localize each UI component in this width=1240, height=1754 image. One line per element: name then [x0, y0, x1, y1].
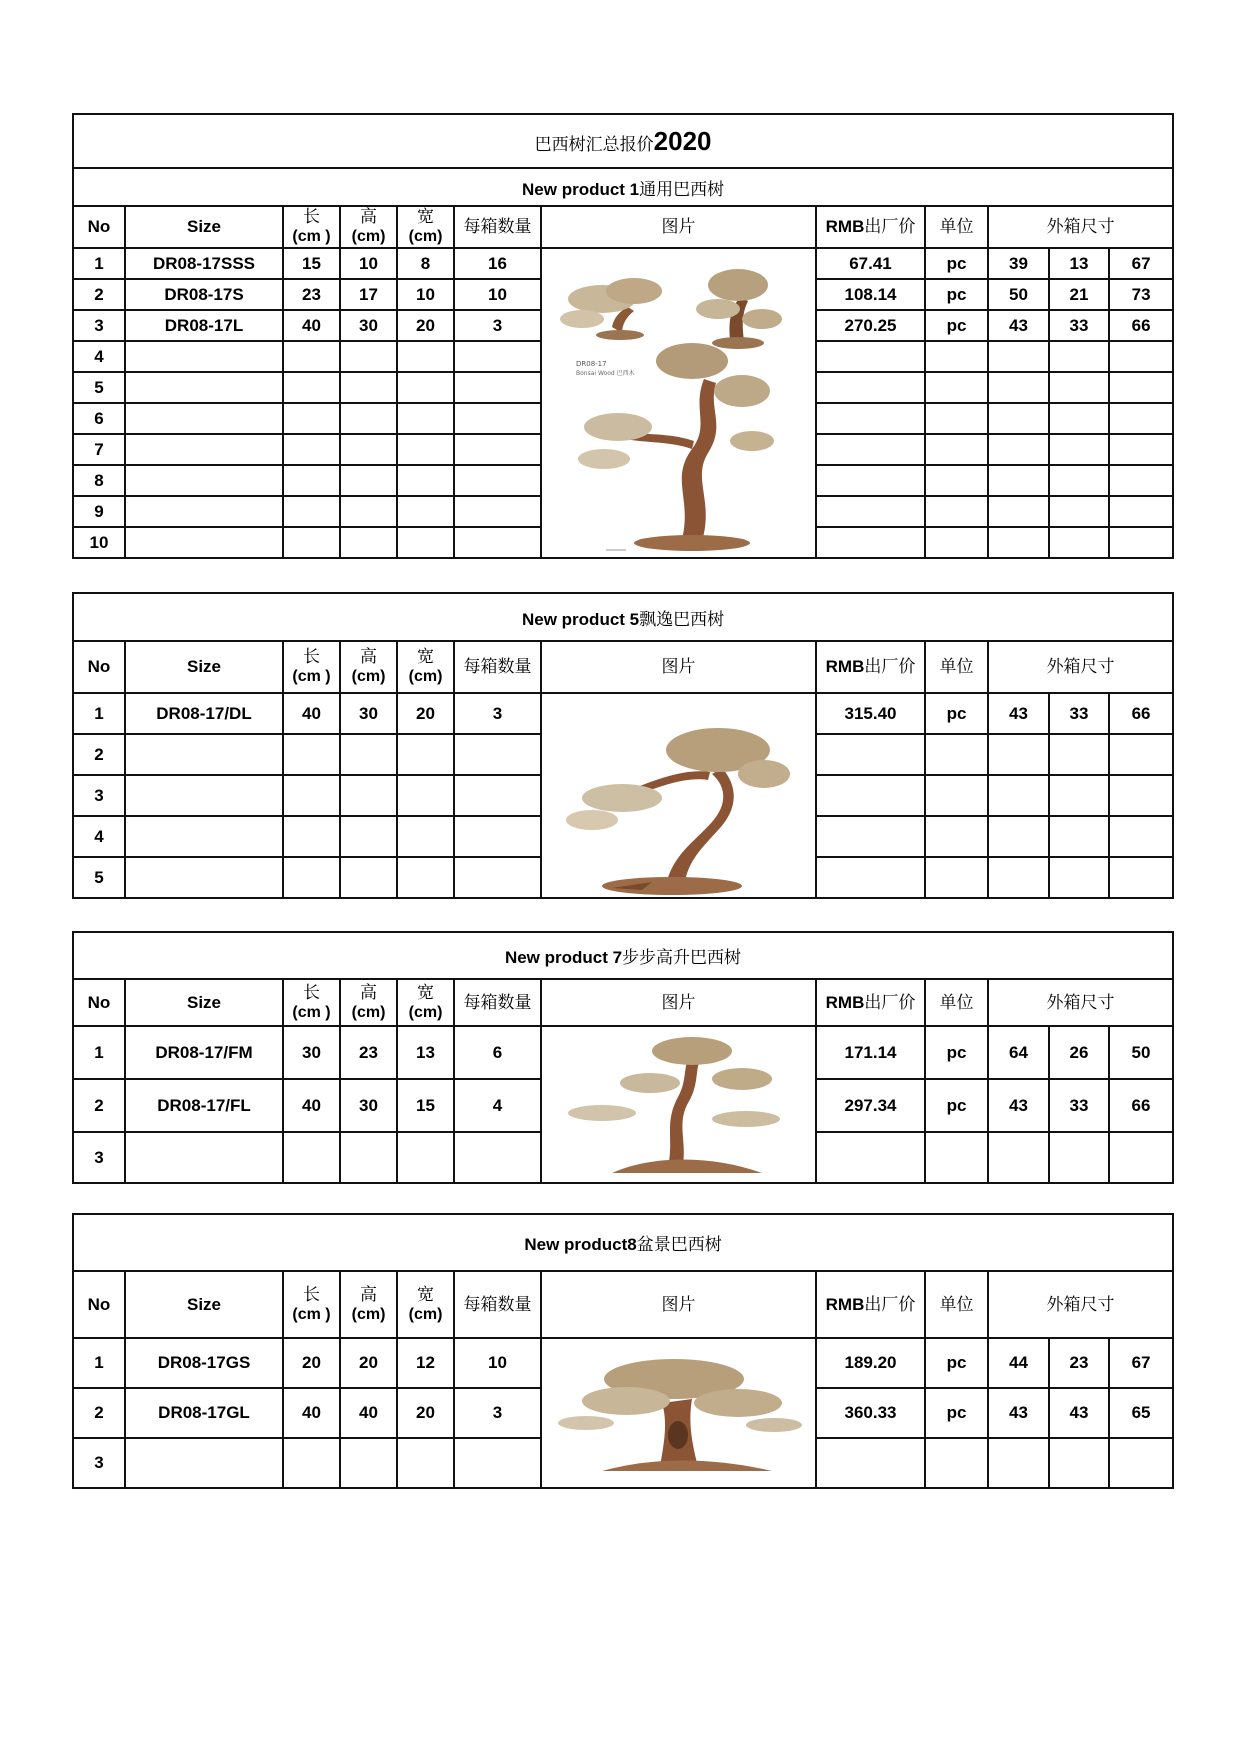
cell-price: 189.20	[816, 1338, 925, 1388]
cell-carton-h: 21	[1049, 279, 1109, 310]
cell-carton-l: 43	[988, 693, 1049, 734]
section-title-cn: 步步高升巴西树	[622, 948, 742, 968]
cell-size: DR08-17L	[125, 310, 283, 341]
header-picture: 图片	[541, 979, 816, 1026]
cell-carton-w: 66	[1109, 310, 1173, 341]
section-title-cn: 飘逸巴西树	[639, 609, 725, 630]
cell-carton-w: 65	[1109, 1388, 1173, 1438]
section-title	[73, 1214, 1173, 1271]
header-qty: 每箱数量	[454, 1271, 541, 1338]
header-picture: 图片	[541, 641, 816, 693]
cell-no: 2	[73, 734, 125, 775]
section-title	[73, 593, 1173, 641]
cell-height: 23	[340, 1026, 397, 1079]
header-carton: 外箱尺寸	[988, 1271, 1173, 1338]
section-title-en: New product 7	[504, 948, 623, 967]
product-image-cell	[541, 693, 816, 898]
header-size: Size	[125, 979, 283, 1026]
cell-height: 30	[340, 1079, 397, 1132]
cell-qty: 16	[454, 248, 541, 279]
cell-width: 8	[397, 248, 454, 279]
cell-no: 1	[73, 1026, 125, 1079]
table-row	[73, 693, 1173, 734]
cell-qty: 3	[454, 1388, 541, 1438]
header-height: 高 (cm)	[340, 1271, 397, 1338]
document-title	[73, 114, 1173, 168]
header-unit: 单位	[925, 206, 988, 248]
rising-bonsai-photo	[542, 1027, 816, 1183]
cell-carton-w: 50	[1109, 1026, 1173, 1079]
cell-size: DR08-17GL	[125, 1388, 283, 1438]
cell-carton-h: 26	[1049, 1026, 1109, 1079]
cell-no: 5	[73, 857, 125, 898]
cell-size: DR08-17/FM	[125, 1026, 283, 1079]
header-row	[73, 206, 1173, 248]
cell-qty: 3	[454, 693, 541, 734]
cell-length: 15	[283, 248, 340, 279]
cell-width: 15	[397, 1079, 454, 1132]
section-title-en: New product 5	[522, 609, 640, 629]
price-table-product-8	[72, 1213, 1174, 1489]
potted-bonsai-photo	[542, 1339, 816, 1488]
header-price: RMB出厂价	[816, 979, 925, 1026]
windswept-bonsai-photo	[542, 694, 816, 898]
bonsai-wood-photo	[542, 249, 816, 558]
cell-price: 270.25	[816, 310, 925, 341]
cell-unit: pc	[925, 1338, 988, 1388]
header-height: 高 (cm)	[340, 641, 397, 693]
cell-carton-w: 73	[1109, 279, 1173, 310]
cell-carton-h: 13	[1049, 248, 1109, 279]
cell-price: 171.14	[816, 1026, 925, 1079]
cell-no: 3	[73, 775, 125, 816]
cell-carton-h: 43	[1049, 1388, 1109, 1438]
header-size: Size	[125, 641, 283, 693]
cell-height: 40	[340, 1388, 397, 1438]
cell-qty: 4	[454, 1079, 541, 1132]
cell-width: 20	[397, 310, 454, 341]
header-price: RMB出厂价	[816, 641, 925, 693]
cell-carton-l: 64	[988, 1026, 1049, 1079]
product-image-cell	[541, 1026, 816, 1183]
cell-price: 297.34	[816, 1079, 925, 1132]
cell-unit: pc	[925, 1026, 988, 1079]
section-title-en: New product 1	[522, 179, 640, 199]
cell-size: DR08-17/DL	[125, 693, 283, 734]
price-table-product-5	[72, 592, 1174, 899]
cell-height: 17	[340, 279, 397, 310]
cell-width: 20	[397, 1388, 454, 1438]
cell-no: 2	[73, 1388, 125, 1438]
cell-qty: 3	[454, 310, 541, 341]
cell-length: 23	[283, 279, 340, 310]
header-qty: 每箱数量	[454, 206, 541, 248]
cell-length: 40	[283, 693, 340, 734]
cell-height: 10	[340, 248, 397, 279]
cell-carton-w: 67	[1109, 248, 1173, 279]
cell-no: 6	[73, 403, 125, 434]
header-width: 宽 (cm)	[397, 1271, 454, 1338]
header-price: RMB出厂价	[816, 1271, 925, 1338]
header-qty: 每箱数量	[454, 979, 541, 1026]
cell-carton-h: 23	[1049, 1338, 1109, 1388]
image-sublabel: Bonsai Wood 巴西木	[576, 370, 635, 377]
cell-carton-h: 33	[1049, 310, 1109, 341]
cell-width: 10	[397, 279, 454, 310]
cell-price: 67.41	[816, 248, 925, 279]
cell-qty: 6	[454, 1026, 541, 1079]
cell-no: 1	[73, 693, 125, 734]
header-height: 高 (cm)	[340, 206, 397, 248]
header-no: No	[73, 979, 125, 1026]
cell-carton-l: 50	[988, 279, 1049, 310]
section-title-en: New product8	[524, 1235, 637, 1254]
cell-unit: pc	[925, 1388, 988, 1438]
cell-height: 30	[340, 693, 397, 734]
header-length: 长 (cm )	[283, 1271, 340, 1338]
cell-length: 40	[283, 1079, 340, 1132]
cell-size: DR08-17GS	[125, 1338, 283, 1388]
cell-no: 10	[73, 527, 125, 558]
cell-no: 1	[73, 1338, 125, 1388]
header-no: No	[73, 1271, 125, 1338]
header-length: 长 (cm )	[283, 641, 340, 693]
cell-no: 7	[73, 434, 125, 465]
cell-carton-w: 67	[1109, 1338, 1173, 1388]
cell-length: 30	[283, 1026, 340, 1079]
cell-width: 12	[397, 1338, 454, 1388]
cell-no: 1	[73, 248, 125, 279]
cell-carton-h: 33	[1049, 1079, 1109, 1132]
table-row	[73, 1026, 1173, 1079]
section-title	[73, 932, 1173, 979]
header-price: RMB出厂价	[816, 206, 925, 248]
header-unit: 单位	[925, 979, 988, 1026]
cell-carton-l: 43	[988, 310, 1049, 341]
cell-carton-w: 66	[1109, 1079, 1173, 1132]
price-table-product-7	[72, 931, 1174, 1184]
section-title	[73, 168, 1173, 206]
cell-size: DR08-17SSS	[125, 248, 283, 279]
cell-carton-l: 39	[988, 248, 1049, 279]
cell-carton-h: 33	[1049, 693, 1109, 734]
cell-unit: pc	[925, 310, 988, 341]
header-size: Size	[125, 206, 283, 248]
header-carton: 外箱尺寸	[988, 979, 1173, 1026]
cell-no: 4	[73, 816, 125, 857]
cell-size: DR08-17/FL	[125, 1079, 283, 1132]
cell-carton-l: 44	[988, 1338, 1049, 1388]
header-carton: 外箱尺寸	[988, 641, 1173, 693]
cell-price: 108.14	[816, 279, 925, 310]
cell-qty: 10	[454, 279, 541, 310]
header-picture: 图片	[541, 1271, 816, 1338]
header-width: 宽 (cm)	[397, 641, 454, 693]
cell-carton-w: 66	[1109, 693, 1173, 734]
cell-no: 8	[73, 465, 125, 496]
header-carton: 外箱尺寸	[988, 206, 1173, 248]
header-no: No	[73, 641, 125, 693]
cell-unit: pc	[925, 1079, 988, 1132]
product-image-cell	[541, 1338, 816, 1488]
cell-no: 3	[73, 1132, 125, 1183]
cell-length: 40	[283, 1388, 340, 1438]
cell-no: 2	[73, 279, 125, 310]
cell-width: 13	[397, 1026, 454, 1079]
document-title-year: 2020	[653, 125, 712, 156]
header-row	[73, 979, 1173, 1026]
header-qty: 每箱数量	[454, 641, 541, 693]
cell-unit: pc	[925, 693, 988, 734]
cell-no: 3	[73, 310, 125, 341]
document-title-cn: 巴西树汇总报价	[534, 134, 654, 155]
cell-no: 3	[73, 1438, 125, 1488]
image-label: DR08-17	[576, 360, 607, 368]
cell-length: 40	[283, 310, 340, 341]
header-length: 长 (cm )	[283, 979, 340, 1026]
cell-no: 5	[73, 372, 125, 403]
cell-height: 30	[340, 310, 397, 341]
cell-height: 20	[340, 1338, 397, 1388]
header-unit: 单位	[925, 641, 988, 693]
cell-no: 4	[73, 341, 125, 372]
table-row	[73, 1338, 1173, 1388]
header-no: No	[73, 206, 125, 248]
cell-width: 20	[397, 693, 454, 734]
cell-length: 20	[283, 1338, 340, 1388]
header-row	[73, 1271, 1173, 1338]
cell-price: 315.40	[816, 693, 925, 734]
cell-unit: pc	[925, 279, 988, 310]
header-size: Size	[125, 1271, 283, 1338]
price-table-product-1	[72, 113, 1174, 559]
cell-no: 9	[73, 496, 125, 527]
cell-size: DR08-17S	[125, 279, 283, 310]
cell-qty: 10	[454, 1338, 541, 1388]
cell-carton-l: 43	[988, 1388, 1049, 1438]
header-picture: 图片	[541, 206, 816, 248]
table-row	[73, 248, 1173, 279]
section-title-cn: 盆景巴西树	[636, 1235, 722, 1255]
header-length: 长 (cm )	[283, 206, 340, 248]
product-image-cell	[541, 248, 816, 558]
header-unit: 单位	[925, 1271, 988, 1338]
header-row	[73, 641, 1173, 693]
cell-unit: pc	[925, 248, 988, 279]
header-width: 宽 (cm)	[397, 979, 454, 1026]
header-height: 高 (cm)	[340, 979, 397, 1026]
cell-no: 2	[73, 1079, 125, 1132]
cell-price: 360.33	[816, 1388, 925, 1438]
section-title-cn: 通用巴西树	[639, 179, 725, 200]
header-width: 宽 (cm)	[397, 206, 454, 248]
cell-carton-l: 43	[988, 1079, 1049, 1132]
